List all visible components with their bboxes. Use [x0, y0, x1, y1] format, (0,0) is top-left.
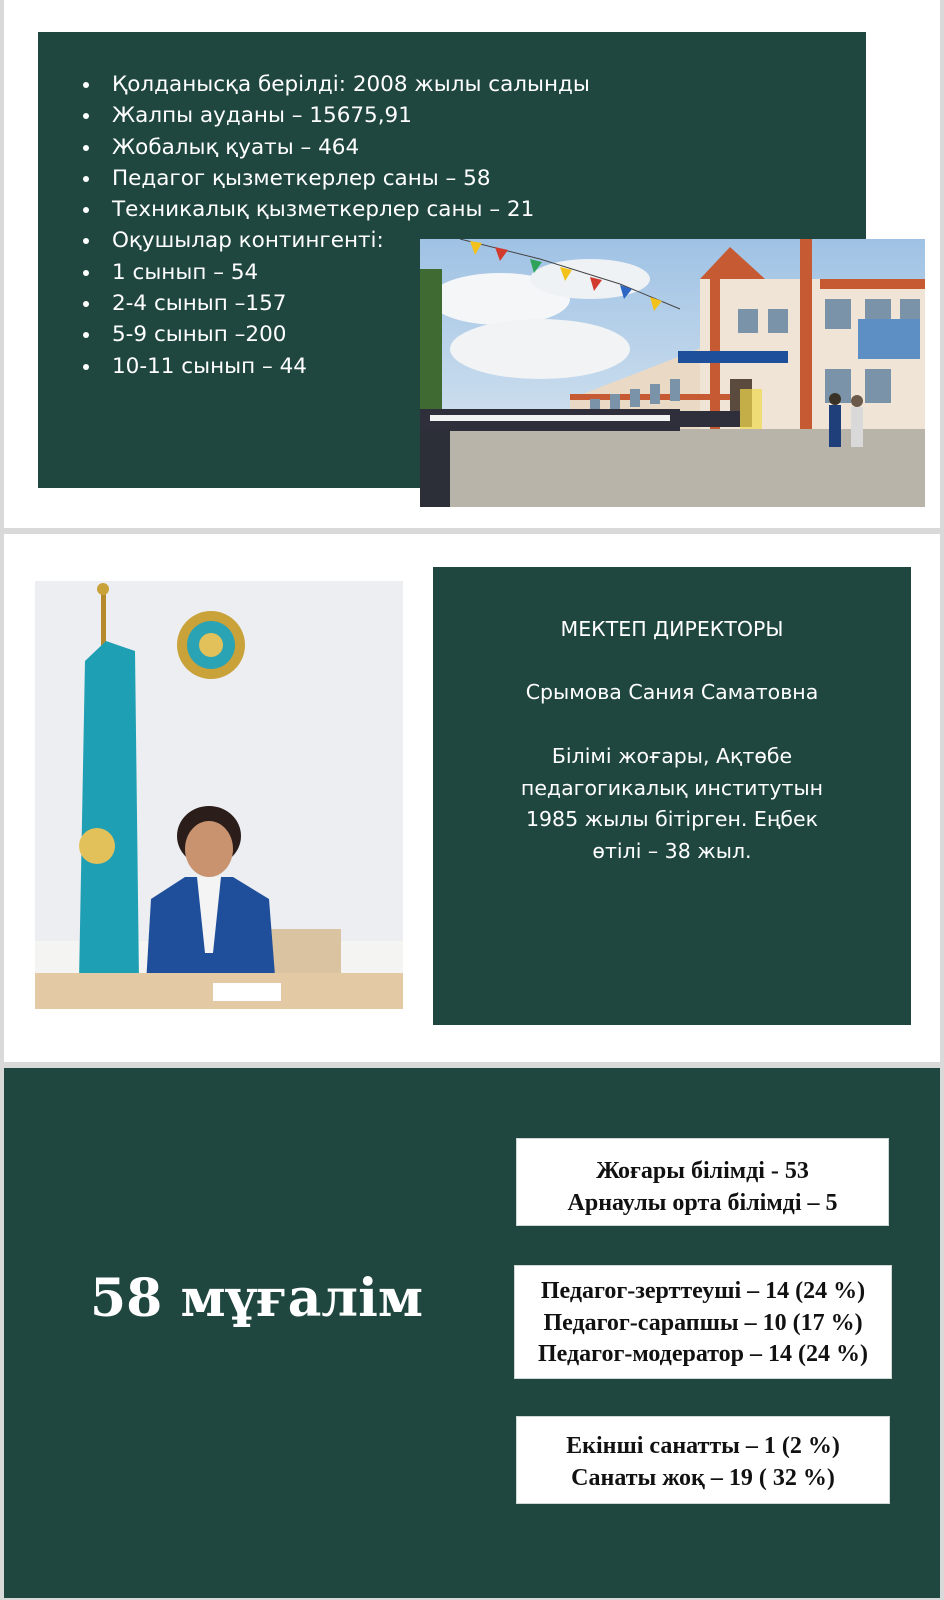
education-stat: Жоғары білімді - 53 [596, 1158, 809, 1184]
director-name: Срымова Сания Саматовна [525, 680, 819, 704]
fact-item [80, 69, 590, 100]
category-stat: Педагог-модератор – 14 (24 %) [538, 1341, 868, 1367]
fact-text: 2-4 сынып –157 [112, 291, 287, 317]
slide-school-info [4, 0, 940, 528]
category-stat: Педагог-сарапшы – 10 (17 %) [543, 1309, 863, 1336]
slide-teachers [4, 1068, 940, 1598]
teachers-total: 58 мұғалім [90, 1268, 423, 1329]
school-ceremony-illustration [420, 239, 925, 507]
other-stat: Санаты жоқ – 19 ( 32 %) [571, 1464, 835, 1491]
bullet-icon [83, 238, 89, 244]
fact-text: Жобалық қуаты – 464 [112, 134, 360, 160]
education-stat: Арнаулы орта білімді – 5 [567, 1189, 838, 1216]
bullet-icon [83, 113, 89, 119]
fact-item [80, 194, 590, 225]
fact-text: Техникалық қызметкерлер саны – 21 [112, 197, 535, 223]
director-photo [35, 581, 403, 1009]
fact-item [80, 132, 590, 163]
fact-text: Жалпы ауданы – 15675,91 [112, 103, 412, 129]
fact-text: Педагог қызметкерлер саны – 58 [112, 165, 491, 191]
bullet-icon [83, 82, 89, 88]
bullet-icon [83, 301, 89, 307]
school-building-photo [420, 239, 925, 507]
fact-text: 10-11 сынып – 44 [112, 353, 307, 379]
fact-item [80, 100, 590, 131]
director-bio: Білімі жоғары, Ақтөбе педагогикалық институтын 1985 жылы бітірген. Еңбек өтілі – 38 жыл. [520, 744, 824, 863]
bullet-icon [83, 176, 89, 182]
bullet-icon [83, 332, 89, 338]
fact-item [80, 163, 590, 194]
fact-text: Оқушылар контингенті: [112, 228, 384, 254]
bullet-icon [83, 364, 89, 370]
category-stat: Педагог-зерттеуші – 14 (24 %) [540, 1278, 866, 1304]
other-stats-box [516, 1416, 890, 1504]
fact-text: 5-9 сынып –200 [112, 322, 287, 348]
director-portrait-illustration [35, 581, 403, 1009]
director-heading: МЕКТЕП ДИРЕКТОРЫ [560, 617, 784, 641]
director-info-panel [433, 567, 911, 1025]
bullet-icon [83, 145, 89, 151]
slide-director [4, 534, 940, 1062]
fact-text: 1 сынып – 54 [112, 259, 259, 285]
bullet-icon [83, 207, 89, 213]
other-stat: Екінші санатты – 1 (2 %) [566, 1433, 840, 1459]
category-stats-box [514, 1265, 892, 1379]
education-stats-box [516, 1138, 889, 1226]
fact-text: Қолданысқа берілді: 2008 жылы салынды [112, 72, 590, 97]
bullet-icon [83, 270, 89, 276]
